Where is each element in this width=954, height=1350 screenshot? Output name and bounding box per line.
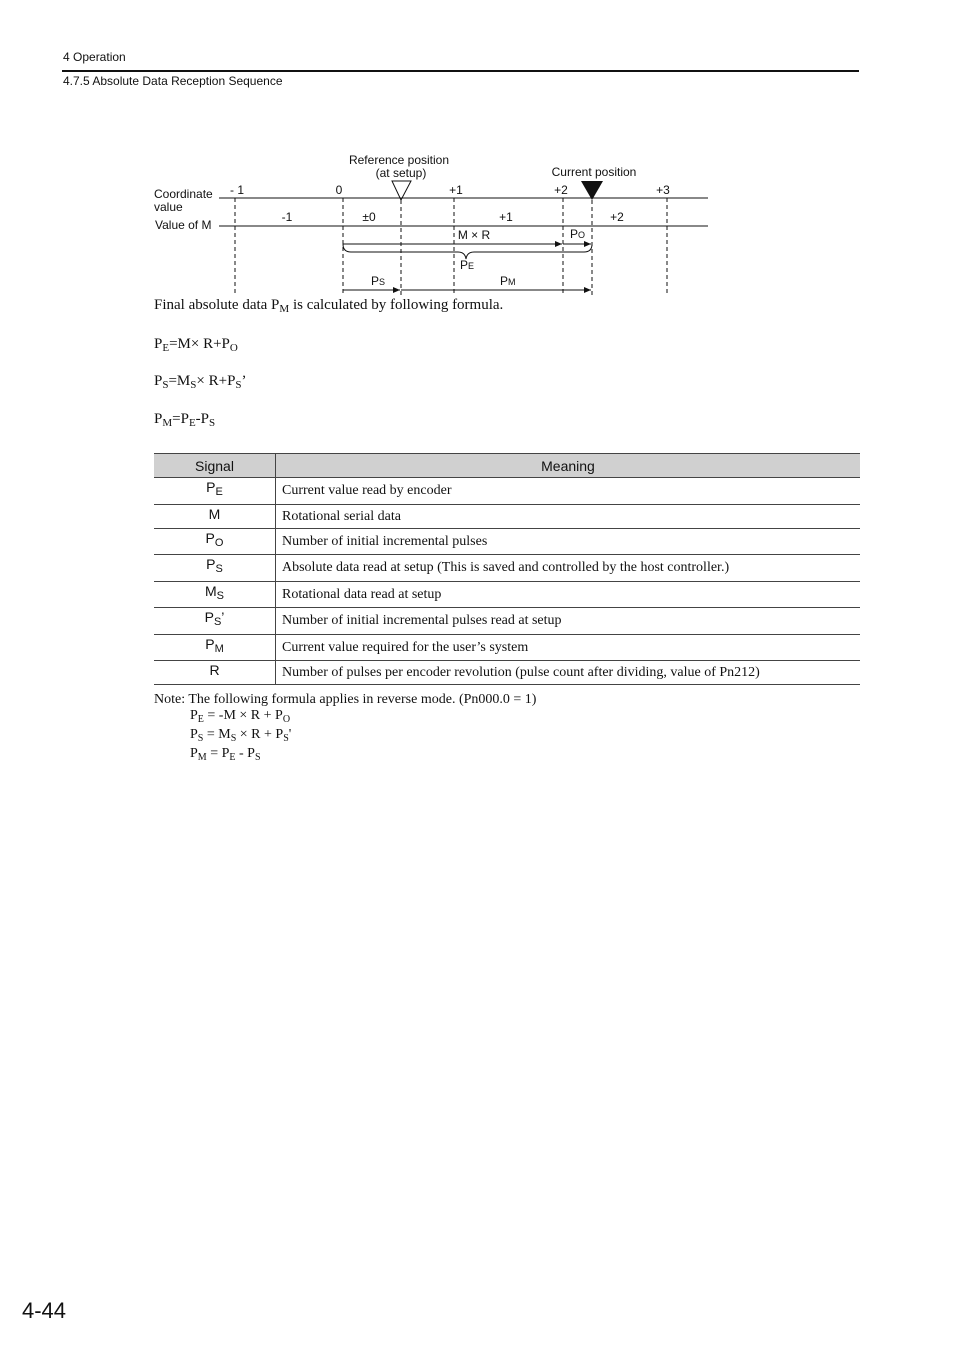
coordinate-tick: 0 [335,183,343,197]
note-formula-pm: $P_M = P_E - P_S$ [190,746,261,763]
m-value-label: Value of M [155,218,212,232]
signal-cell: $P_M$ [154,635,276,661]
formula-pm: $P_M=P_E-P_S$ [154,411,216,429]
note-formula-pe: $P_E = -M \times R + P_O$ [190,708,291,725]
coordinate-tick: +1 [449,183,463,197]
meaning-cell: Number of pulses per encoder revolution (pulse count after dividing, value of Pn212) [276,661,861,685]
m-value: +1 [499,210,513,224]
pe-brace [343,244,592,259]
position-diagram [0,0,954,300]
formula-pe: $P_E=M\times R+P_O$ [154,336,238,354]
column-header-signal: Signal [154,454,276,478]
intro-paragraph: Final absolute data $P_M$ is calculated by following formula. [154,297,504,315]
meaning-cell: Rotational data read at setup [276,582,861,608]
table-row [154,529,860,555]
table-row [154,555,860,582]
page-number: 4-44 [22,1298,67,1323]
signal-cell: $P_O$ [154,529,276,555]
pe-label: PE [460,258,475,272]
m-value: -1 [281,210,293,224]
m-value: +2 [610,210,624,224]
mxr-label: M × R [457,228,491,242]
signal-cell: $M_S$ [154,582,276,608]
ps-label: PS [371,274,386,288]
meaning-cell: Absolute data read at setup (This is saved and controlled by the host controller.) [276,555,861,582]
coordinate-tick: - 1 [229,183,245,197]
meaning-cell: Number of initial incremental pulses read at setup [276,608,861,635]
reference-position-sublabel: (at setup) [375,166,427,180]
pm-label: PM [500,274,516,288]
meaning-cell: Rotational serial data [276,505,861,529]
table-header-row [154,454,860,478]
meaning-cell: Current value required for the user’s system [276,635,861,661]
table-row [154,505,860,529]
coordinate-value-sublabel: value [154,200,183,214]
signal-cell: $P_S$’ [154,608,276,635]
section-heading: 4.7.5 Absolute Data Reception Sequence [63,74,283,88]
table-row [154,635,860,661]
column-header-meaning: Meaning [276,454,861,478]
reference-position-marker [392,181,411,200]
reverse-mode-note: Note: The following formula applies in reverse mode. (Pn000.0 = 1) [154,692,537,707]
coordinate-tick: +2 [554,183,568,197]
signal-cell: R [154,661,276,685]
coordinate-value-label: Coordinate [154,187,213,201]
signal-cell: M [154,505,276,529]
table-row [154,478,860,505]
note-formula-ps: $P_S = M_S \times R + P_S'$ [190,727,292,744]
formula-ps: $P_S=M_S\times R+P_S$’ [154,373,247,391]
signal-cell: $P_E$ [154,478,276,505]
chapter-heading: 4 Operation [63,50,126,64]
reference-position-label: Reference position [348,153,450,167]
po-label: PO [570,227,586,241]
meaning-cell: Number of initial incremental pulses [276,529,861,555]
signal-table [154,453,860,685]
signal-cell: $P_S$ [154,555,276,582]
table-row [154,608,860,635]
m-value: ±0 [362,210,376,224]
table-row [154,661,860,685]
coordinate-tick: +3 [656,183,670,197]
meaning-cell: Current value read by encoder [276,478,861,505]
table-row [154,582,860,608]
current-position-label: Current position [551,165,637,179]
current-position-marker [581,181,603,200]
